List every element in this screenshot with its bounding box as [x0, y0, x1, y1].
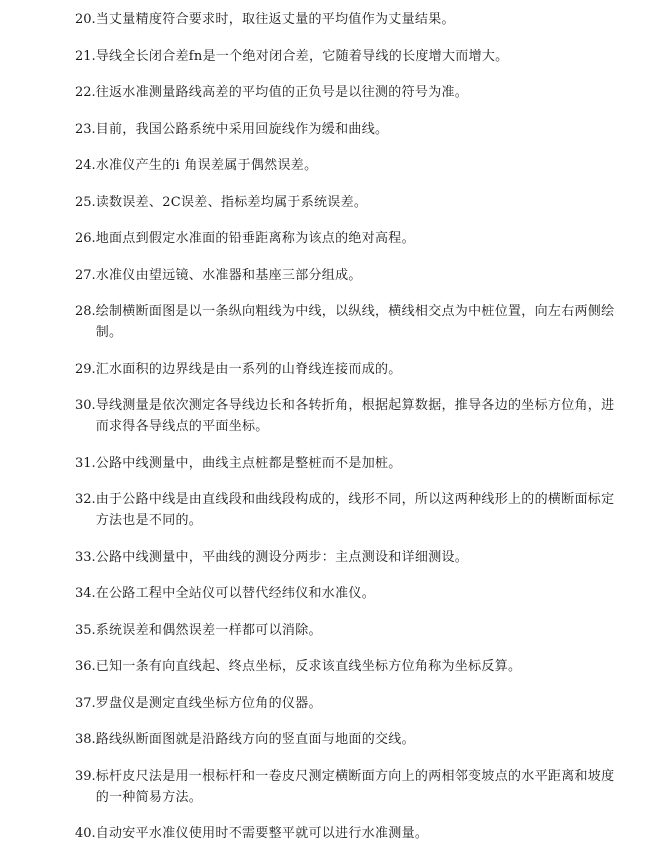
item-number: 32.: [75, 492, 96, 507]
item-text: 绘制横断面图是以一条纵向粗线为中线，以纵线，横线相交点为中桩位置，向左右两侧绘制。: [95, 304, 615, 340]
list-item: [75, 395, 617, 437]
item-number: 28.: [75, 304, 96, 319]
item-text: 标杆皮尺法是用一根标杆和一卷皮尺测定横断面方向上的两相邻变坡点的水平距离和坡度的一种简易方法。: [95, 768, 615, 805]
item-number: 34.: [75, 586, 96, 601]
list-item: [75, 82, 617, 103]
list-item: [75, 46, 617, 67]
item-text: 罗盘仪是测定直线坐标方位角的仪器。: [95, 695, 322, 711]
item-number: 39.: [75, 768, 96, 784]
list-item: [75, 766, 617, 808]
item-number: 20.: [75, 12, 96, 27]
list-item: [75, 265, 617, 286]
item-number: 33.: [75, 549, 96, 565]
item-text: 汇水面积的边界线是由一系列的山脊线连接而成的。: [95, 361, 402, 377]
item-text: 水准仪由望远镜、水准器和基座三部分组成。: [95, 267, 362, 283]
item-number: 30.: [75, 398, 96, 413]
list-item: [75, 119, 617, 140]
item-text: 自动安平水准仪使用时不需要整平就可以进行水准测量。: [95, 826, 429, 841]
item-number: 40.: [75, 826, 96, 841]
item-text: 路线纵断面图就是沿路线方向的竖直面与地面的交线。: [95, 732, 415, 747]
item-number: 24.: [75, 158, 96, 173]
item-text: 在公路工程中全站仪可以替代经纬仪和水准仪。: [95, 586, 375, 601]
item-text: 水准仪产生的i 角误差属于偶然误差。: [95, 158, 318, 173]
list-item: [75, 823, 617, 844]
list-item: [75, 620, 617, 641]
list-item: [75, 489, 617, 531]
item-text: 读数误差、2C误差、指标差均属于系统误差。: [95, 194, 368, 210]
item-number: 36.: [75, 659, 96, 674]
item-text: 由于公路中线是由直线段和曲线段构成的，线形不同，所以这两种线形上的的横断面标定方法也是不同的。: [95, 492, 615, 528]
item-text: 公路中线测量中，曲线主点桩都是整桩而不是加桩。: [95, 455, 402, 471]
item-number: 37.: [75, 695, 96, 711]
item-number: 31.: [75, 455, 96, 471]
item-text: 当丈量精度符合要求时，取往返丈量的平均值作为丈量结果。: [95, 12, 455, 27]
item-number: 38.: [75, 732, 96, 747]
list-item: [75, 547, 617, 568]
list-item: [75, 453, 617, 474]
item-text: 导线测量是依次测定各导线边长和各转折角，根据起算数据，推导各边的坐标方位角，进而求得各导线点的平面坐标。: [95, 398, 615, 434]
item-text: 目前，我国公路系统中采用回旋线作为缓和曲线。: [95, 121, 389, 137]
item-text: 系统误差和偶然误差一样都可以消除。: [95, 622, 322, 638]
item-number: 35.: [75, 622, 96, 638]
item-number: 29.: [75, 361, 96, 377]
item-number: 22.: [75, 85, 96, 100]
list-item: [75, 359, 617, 380]
item-number: 23.: [75, 121, 96, 137]
item-text: 往返水准测量路线高差的平均值的正负号是以往测的符号为准。: [95, 85, 469, 100]
item-number: 27.: [75, 267, 96, 283]
item-number: 25.: [75, 194, 96, 210]
list-item: [75, 301, 617, 343]
list-item: [75, 228, 617, 249]
item-number: 21.: [75, 48, 96, 64]
list-item: [75, 656, 617, 677]
list-item: [75, 192, 617, 213]
item-text: 公路中线测量中，平曲线的测设分两步：主点测设和详细测设。: [95, 549, 469, 565]
list-item: [75, 583, 617, 604]
item-text: 地面点到假定水准面的铅垂距离称为该点的绝对高程。: [95, 231, 415, 246]
item-text: 导线全长闭合差fn是一个绝对闭合差，它随着导线的长度增大而增大。: [95, 48, 509, 64]
item-number: 26.: [75, 231, 96, 246]
item-text: 已知一条有向直线起、终点坐标，反求该直线坐标方位角称为坐标反算。: [95, 659, 522, 674]
list-item: [75, 155, 617, 176]
list-item: [75, 693, 617, 714]
list-item: [75, 9, 617, 30]
list-item: [75, 729, 617, 750]
